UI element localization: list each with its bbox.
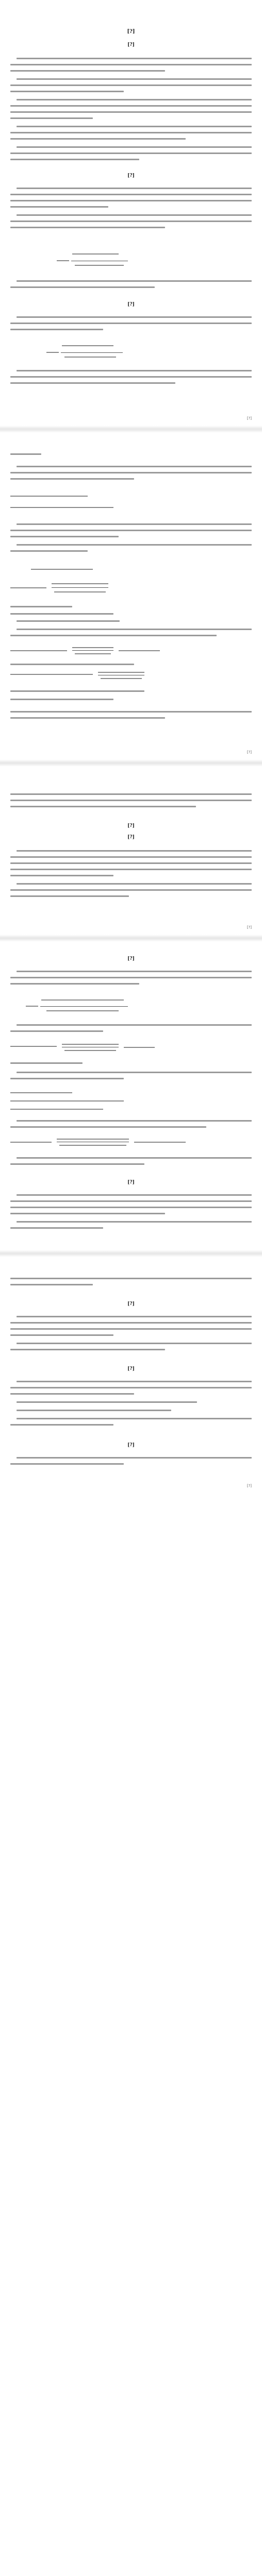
page-number: [?] [247, 750, 252, 754]
document-page [10, 0, 252, 2576]
section-title: [?] [127, 835, 135, 840]
section-title: [?] [127, 302, 135, 307]
section-title: [?] [127, 173, 135, 178]
page-number: [?] [247, 1484, 252, 1488]
section-title: [?] [127, 1443, 135, 1448]
page-number: [?] [247, 416, 252, 420]
page-separator [0, 426, 262, 433]
section-title: [?] [127, 956, 135, 961]
page-separator [0, 759, 262, 767]
page-separator [0, 1250, 262, 1257]
section-title: [?] [127, 823, 135, 828]
page-number: [?] [247, 925, 252, 929]
page-separator [0, 935, 262, 942]
section-title: [?] [127, 42, 135, 47]
section-title: [?] [127, 1301, 135, 1307]
section-title: [?] [127, 1366, 135, 1371]
section-title: [?] [127, 1180, 135, 1185]
chapter-title: [?] [127, 29, 135, 35]
